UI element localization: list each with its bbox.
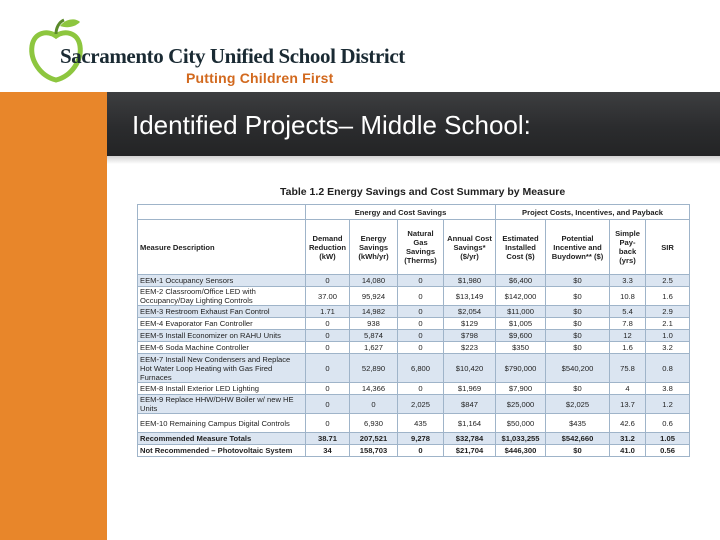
value-cell: 0	[306, 414, 350, 433]
value-cell: $540,200	[546, 354, 610, 383]
value-cell: $2,025	[546, 395, 610, 414]
group-header-blank	[138, 205, 306, 220]
column-header-demand: Demand Reduction (kW)	[306, 220, 350, 275]
measure-cell: Not Recommended – Photovoltaic System	[138, 445, 306, 457]
value-cell: $1,980	[444, 275, 496, 287]
value-cell: $798	[444, 330, 496, 342]
table-row	[138, 414, 690, 433]
value-cell: 31.2	[610, 433, 646, 445]
district-name: Sacramento City Unified School District	[60, 44, 405, 68]
value-cell: 41.0	[610, 445, 646, 457]
value-cell: 2.5	[646, 275, 690, 287]
value-cell: 0	[398, 342, 444, 354]
measure-cell: EEM-8 Install Exterior LED Lighting	[138, 383, 306, 395]
value-cell: $9,600	[496, 330, 546, 342]
value-cell: 0	[398, 318, 444, 330]
value-cell: 1.6	[646, 287, 690, 306]
header	[0, 0, 720, 92]
value-cell: $847	[444, 395, 496, 414]
column-header-annual-savings: Annual Cost Savings* ($/yr)	[444, 220, 496, 275]
value-cell: 158,703	[350, 445, 398, 457]
value-cell: 207,521	[350, 433, 398, 445]
value-cell: 2.1	[646, 318, 690, 330]
value-cell: 95,924	[350, 287, 398, 306]
value-cell: $435	[546, 414, 610, 433]
energy-savings-table	[137, 204, 690, 457]
value-cell: 2,025	[398, 395, 444, 414]
value-cell: 7.8	[610, 318, 646, 330]
value-cell: 0	[398, 287, 444, 306]
value-cell: $0	[546, 383, 610, 395]
table-caption: Table 1.2 Energy Savings and Cost Summary by Measure	[280, 186, 566, 198]
value-cell: 435	[398, 414, 444, 433]
column-header-installed-cost: Estimated Installed Cost ($)	[496, 220, 546, 275]
value-cell: 0	[306, 354, 350, 383]
value-cell: $0	[546, 318, 610, 330]
column-header-gas: Natural Gas Savings (Therms)	[398, 220, 444, 275]
value-cell: 13.7	[610, 395, 646, 414]
table-row	[138, 354, 690, 383]
value-cell: 52,890	[350, 354, 398, 383]
measure-cell: EEM-2 Classroom/Office LED with Occupancy/Day Lighting Controls	[138, 287, 306, 306]
value-cell: $1,005	[496, 318, 546, 330]
value-cell: $129	[444, 318, 496, 330]
value-cell: 3.2	[646, 342, 690, 354]
measure-cell: EEM-9 Replace HHW/DHW Boiler w/ new HE Units	[138, 395, 306, 414]
table-row	[138, 445, 690, 457]
value-cell: 0	[398, 383, 444, 395]
value-cell: 0	[306, 318, 350, 330]
value-cell: 0	[398, 330, 444, 342]
measure-cell: EEM-3 Restroom Exhaust Fan Control	[138, 306, 306, 318]
table-row	[138, 342, 690, 354]
value-cell: $11,000	[496, 306, 546, 318]
value-cell: $542,660	[546, 433, 610, 445]
value-cell: 14,982	[350, 306, 398, 318]
measure-cell: EEM-10 Remaining Campus Digital Controls	[138, 414, 306, 433]
value-cell: 3.8	[646, 383, 690, 395]
value-cell: 0	[398, 445, 444, 457]
value-cell: $13,149	[444, 287, 496, 306]
table-row	[138, 395, 690, 414]
table-row	[138, 306, 690, 318]
value-cell: $2,054	[444, 306, 496, 318]
value-cell: 0	[306, 342, 350, 354]
value-cell: 5.4	[610, 306, 646, 318]
value-cell: $32,784	[444, 433, 496, 445]
value-cell: 38.71	[306, 433, 350, 445]
value-cell: $25,000	[496, 395, 546, 414]
value-cell: 10.8	[610, 287, 646, 306]
table-body	[138, 275, 690, 457]
value-cell: $223	[444, 342, 496, 354]
measure-cell: Recommended Measure Totals	[138, 433, 306, 445]
value-cell: 0	[306, 395, 350, 414]
measure-cell: EEM-6 Soda Machine Controller	[138, 342, 306, 354]
measure-cell: EEM-1 Occupancy Sensors	[138, 275, 306, 287]
table-row	[138, 383, 690, 395]
value-cell: 6,800	[398, 354, 444, 383]
column-header-payback: Simple Pay-back (yrs)	[610, 220, 646, 275]
value-cell: $790,000	[496, 354, 546, 383]
value-cell: 9,278	[398, 433, 444, 445]
value-cell: 2.9	[646, 306, 690, 318]
column-header-energy: Energy Savings (kWh/yr)	[350, 220, 398, 275]
orange-side-bar	[0, 92, 107, 540]
group-header-costs: Project Costs, Incentives, and Payback	[496, 205, 690, 220]
value-cell: $0	[546, 287, 610, 306]
value-cell: 5,874	[350, 330, 398, 342]
tagline: Putting Children First	[186, 70, 334, 86]
value-cell: $50,000	[496, 414, 546, 433]
table-row	[138, 318, 690, 330]
value-cell: 14,366	[350, 383, 398, 395]
value-cell: 12	[610, 330, 646, 342]
value-cell: 0	[398, 306, 444, 318]
measure-cell: EEM-4 Evaporator Fan Controller	[138, 318, 306, 330]
column-header-incentive: Potential Incentive and Buydown** ($)	[546, 220, 610, 275]
value-cell: $0	[546, 445, 610, 457]
value-cell: $0	[546, 306, 610, 318]
value-cell: $0	[546, 342, 610, 354]
value-cell: $446,300	[496, 445, 546, 457]
value-cell: $6,400	[496, 275, 546, 287]
value-cell: 34	[306, 445, 350, 457]
value-cell: 1.05	[646, 433, 690, 445]
value-cell: 0	[306, 383, 350, 395]
value-cell: $1,164	[444, 414, 496, 433]
table-row	[138, 287, 690, 306]
value-cell: 1.0	[646, 330, 690, 342]
value-cell: 1.71	[306, 306, 350, 318]
table-row	[138, 330, 690, 342]
value-cell: 0	[306, 275, 350, 287]
value-cell: 0.8	[646, 354, 690, 383]
column-header-sir: SIR	[646, 220, 690, 275]
table-row	[138, 275, 690, 287]
value-cell: $1,033,255	[496, 433, 546, 445]
value-cell: 0	[306, 330, 350, 342]
value-cell: 3.3	[610, 275, 646, 287]
value-cell: 938	[350, 318, 398, 330]
district-logo	[26, 14, 405, 86]
value-cell: 0.6	[646, 414, 690, 433]
value-cell: $21,704	[444, 445, 496, 457]
value-cell: 0.56	[646, 445, 690, 457]
slide-title: Identified Projects– Middle School:	[132, 110, 531, 140]
value-cell: 75.8	[610, 354, 646, 383]
value-cell: $7,900	[496, 383, 546, 395]
value-cell: 1.6	[610, 342, 646, 354]
table-row	[138, 433, 690, 445]
measure-cell: EEM-5 Install Economizer on RAHU Units	[138, 330, 306, 342]
value-cell: 42.6	[610, 414, 646, 433]
measure-cell: EEM-7 Install New Condensers and Replace Hot Water Loop Heating with Gas Fired Furnaces	[138, 354, 306, 383]
column-header-measure: Measure Description	[138, 220, 306, 275]
value-cell: 1.2	[646, 395, 690, 414]
title-band-shadow	[107, 156, 720, 164]
value-cell: $0	[546, 275, 610, 287]
value-cell: 0	[398, 275, 444, 287]
value-cell: $10,420	[444, 354, 496, 383]
value-cell: $350	[496, 342, 546, 354]
value-cell: $1,969	[444, 383, 496, 395]
group-header-energy: Energy and Cost Savings	[306, 205, 496, 220]
value-cell: 4	[610, 383, 646, 395]
value-cell: 37.00	[306, 287, 350, 306]
value-cell: 6,930	[350, 414, 398, 433]
value-cell: 14,080	[350, 275, 398, 287]
value-cell: 0	[350, 395, 398, 414]
value-cell: 1,627	[350, 342, 398, 354]
value-cell: $0	[546, 330, 610, 342]
value-cell: $142,000	[496, 287, 546, 306]
